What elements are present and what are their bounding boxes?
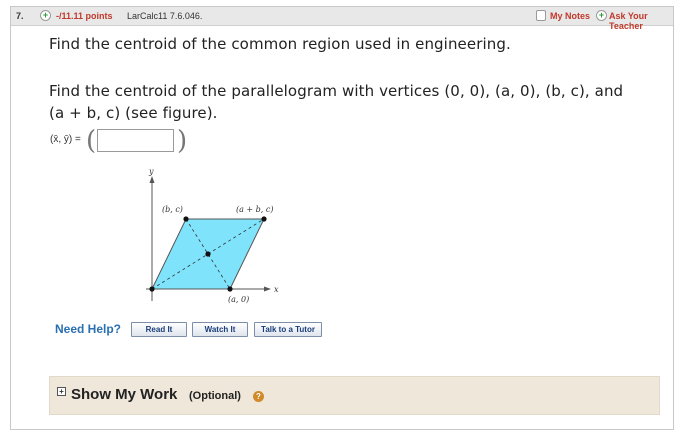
points-label: -/11.11 points bbox=[56, 11, 113, 21]
question-header bbox=[11, 7, 673, 31]
show-my-work-panel bbox=[49, 376, 660, 415]
vertex-bc bbox=[183, 216, 188, 221]
question-number: 7. bbox=[16, 11, 24, 21]
my-notes-link[interactable]: My Notes bbox=[550, 11, 591, 21]
open-paren: ( bbox=[86, 126, 97, 156]
add-icon[interactable]: + bbox=[40, 10, 51, 21]
optional-label: (Optional) bbox=[189, 390, 241, 402]
question-intro: Find the centroid of the common region used in engineering. bbox=[49, 35, 511, 53]
x-axis-arrow bbox=[264, 287, 271, 292]
close-paren: ) bbox=[177, 126, 188, 156]
centroid-point bbox=[205, 251, 210, 256]
vertex-bc-label: (b, c) bbox=[162, 205, 183, 214]
question-frame bbox=[10, 6, 674, 430]
talk-to-tutor-button[interactable]: Talk to a Tutor bbox=[254, 322, 322, 337]
show-my-work-title[interactable]: Show My Work bbox=[71, 386, 178, 403]
vertex-abc bbox=[261, 216, 266, 221]
notes-checkbox[interactable] bbox=[536, 10, 546, 21]
parallelogram-figure bbox=[118, 165, 298, 318]
help-question-icon[interactable]: ? bbox=[253, 391, 264, 402]
vertex-abc-label: (a + b, c) bbox=[236, 205, 274, 214]
vertex-a0-label: (a, 0) bbox=[228, 295, 250, 304]
read-it-button[interactable]: Read It bbox=[131, 322, 187, 337]
add-icon[interactable]: + bbox=[596, 10, 607, 21]
x-axis-label: x bbox=[274, 285, 279, 294]
need-help-label: Need Help? bbox=[55, 322, 122, 336]
question-line-2: (a + b, c) (see figure). bbox=[49, 104, 218, 122]
centroid-label: (x̄, ȳ) = bbox=[50, 134, 81, 145]
y-axis-label: y bbox=[149, 167, 154, 176]
vertex-a0 bbox=[227, 286, 232, 291]
source-label: LarCalc11 7.6.046. bbox=[127, 11, 203, 21]
question-line-1: Find the centroid of the parallelogram with vertices (0, 0), (a, 0), (b, c), and bbox=[49, 82, 624, 100]
watch-it-button[interactable]: Watch It bbox=[192, 322, 248, 337]
vertex-origin bbox=[149, 286, 154, 291]
y-axis-arrow bbox=[150, 176, 155, 183]
figure-svg bbox=[118, 165, 298, 313]
centroid-input[interactable] bbox=[97, 129, 174, 152]
ask-teacher-link[interactable]: Ask Your Teacher bbox=[609, 11, 648, 31]
expand-toggle-icon[interactable]: + bbox=[57, 387, 66, 396]
